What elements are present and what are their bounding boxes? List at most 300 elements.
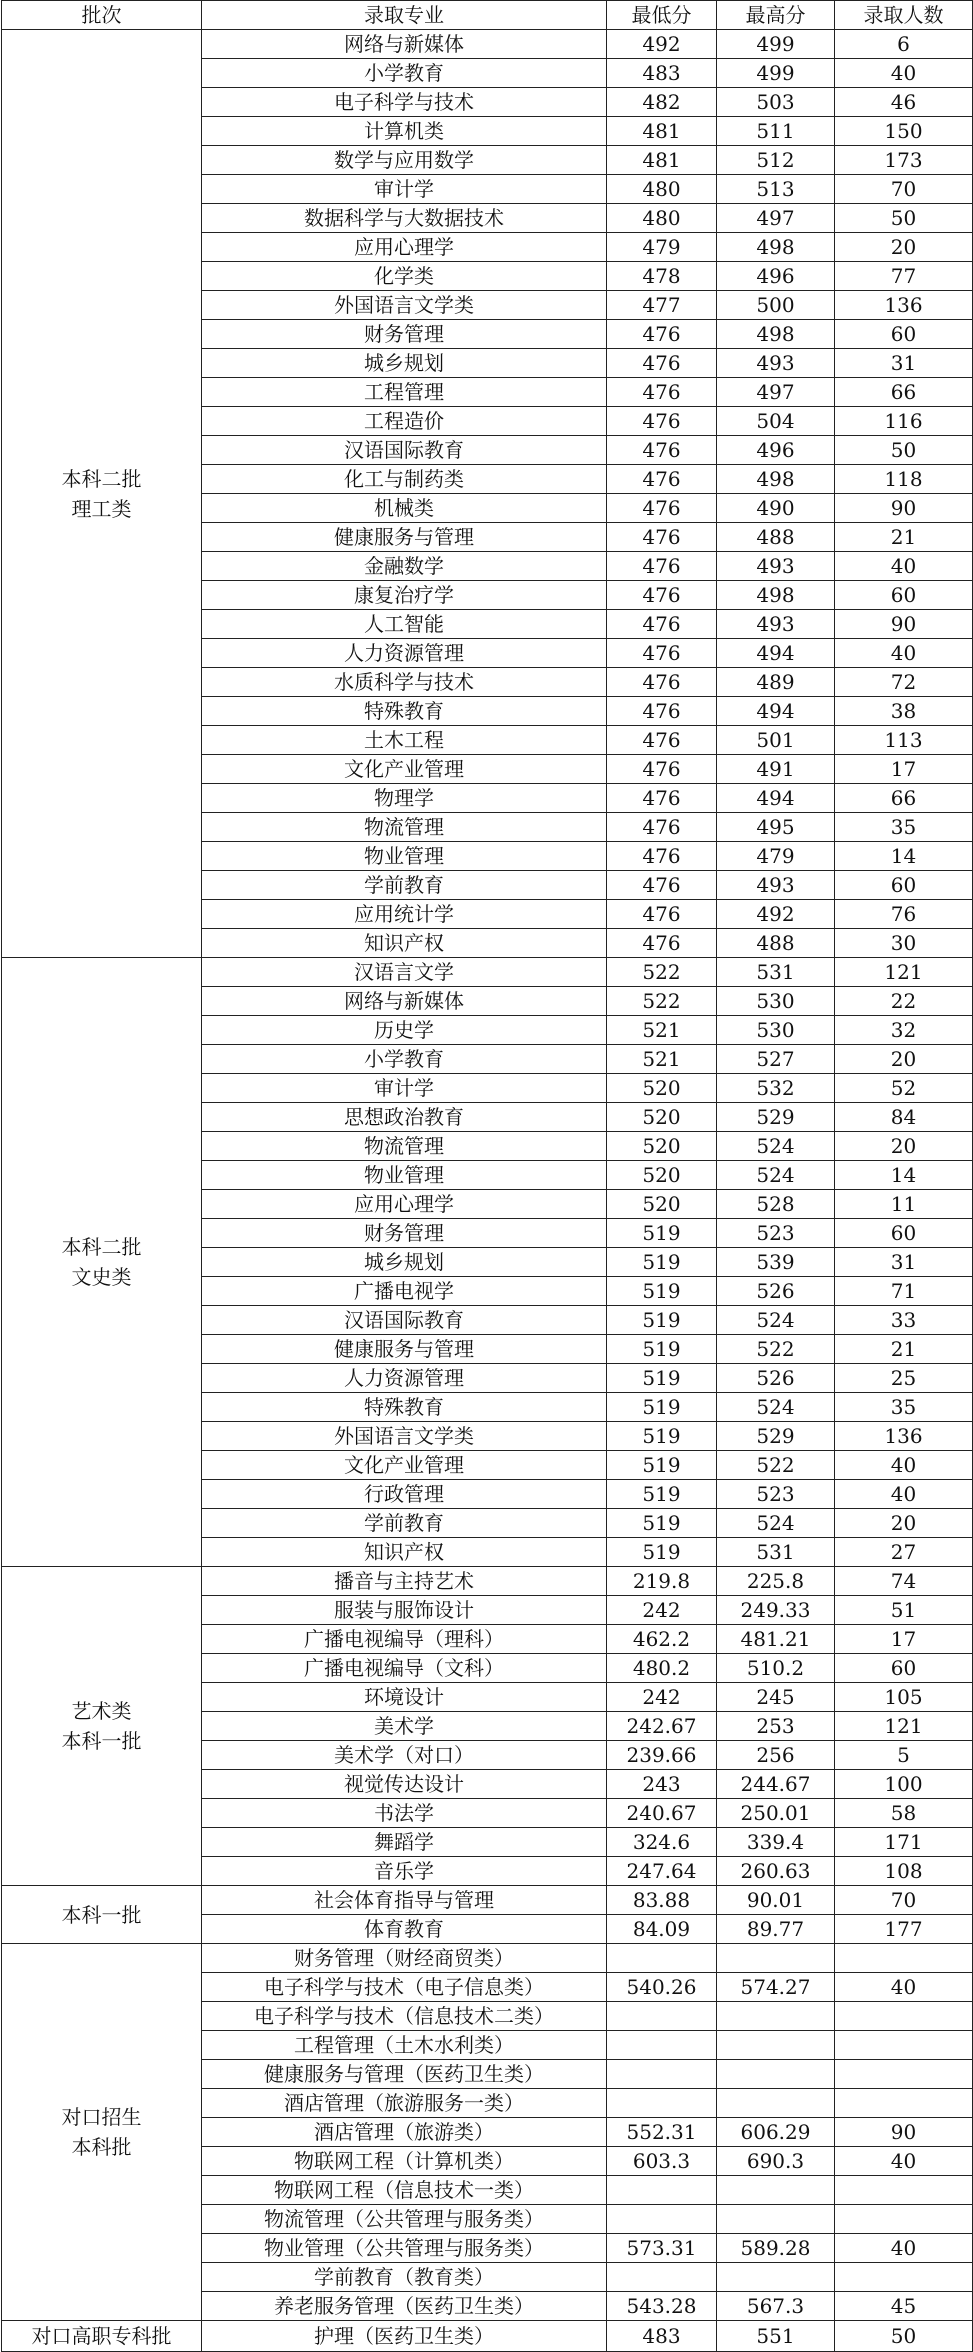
enrollment-cell: 22 [835, 987, 973, 1016]
enrollment-cell: 90 [835, 494, 973, 523]
min-score-cell: 492 [607, 30, 717, 59]
enrollment-cell [835, 2060, 973, 2089]
max-score-cell: 531 [717, 1538, 835, 1567]
enrollment-cell: 66 [835, 784, 973, 813]
enrollment-cell: 121 [835, 958, 973, 987]
enrollment-cell: 51 [835, 1596, 973, 1625]
enrollment-cell: 72 [835, 668, 973, 697]
major-cell: 学前教育 [202, 1509, 607, 1538]
enrollment-cell: 66 [835, 378, 973, 407]
max-score-cell: 493 [717, 871, 835, 900]
major-cell: 网络与新媒体 [202, 30, 607, 59]
min-score-cell: 481 [607, 117, 717, 146]
enrollment-cell: 25 [835, 1364, 973, 1393]
enrollment-cell [835, 2205, 973, 2234]
header-enrollment: 录取人数 [835, 1, 973, 30]
max-score-cell: 503 [717, 88, 835, 117]
max-score-cell: 253 [717, 1712, 835, 1741]
min-score-cell: 520 [607, 1132, 717, 1161]
min-score-cell [607, 2002, 717, 2031]
major-cell: 特殊教育 [202, 1393, 607, 1422]
min-score-cell: 476 [607, 726, 717, 755]
min-score-cell: 519 [607, 1335, 717, 1364]
enrollment-cell: 50 [835, 436, 973, 465]
min-score-cell: 519 [607, 1509, 717, 1538]
max-score-cell: 504 [717, 407, 835, 436]
major-cell: 工程管理（土木水利类） [202, 2031, 607, 2060]
enrollment-cell: 60 [835, 871, 973, 900]
min-score-cell: 476 [607, 639, 717, 668]
enrollment-cell: 33 [835, 1306, 973, 1335]
max-score-cell: 493 [717, 552, 835, 581]
enrollment-cell: 11 [835, 1190, 973, 1219]
min-score-cell [607, 2060, 717, 2089]
enrollment-cell: 121 [835, 1712, 973, 1741]
enrollment-cell [835, 2176, 973, 2205]
max-score-cell: 500 [717, 291, 835, 320]
enrollment-cell: 40 [835, 59, 973, 88]
enrollment-cell: 100 [835, 1770, 973, 1799]
enrollment-cell: 150 [835, 117, 973, 146]
major-cell: 思想政治教育 [202, 1103, 607, 1132]
max-score-cell: 488 [717, 523, 835, 552]
major-cell: 金融数学 [202, 552, 607, 581]
min-score-cell: 519 [607, 1277, 717, 1306]
min-score-cell: 519 [607, 1219, 717, 1248]
enrollment-cell: 40 [835, 1451, 973, 1480]
min-score-cell [607, 2031, 717, 2060]
min-score-cell: 519 [607, 1480, 717, 1509]
major-cell: 美术学（对口） [202, 1741, 607, 1770]
max-score-cell: 523 [717, 1480, 835, 1509]
min-score-cell: 522 [607, 987, 717, 1016]
min-score-cell: 462.2 [607, 1625, 717, 1654]
enrollment-cell: 58 [835, 1799, 973, 1828]
max-score-cell: 498 [717, 320, 835, 349]
enrollment-cell: 136 [835, 291, 973, 320]
major-cell: 数据科学与大数据技术 [202, 204, 607, 233]
enrollment-cell [835, 2002, 973, 2031]
max-score-cell: 491 [717, 755, 835, 784]
max-score-cell: 528 [717, 1190, 835, 1219]
major-cell: 化工与制药类 [202, 465, 607, 494]
table-row [2, 30, 973, 59]
max-score-cell: 513 [717, 175, 835, 204]
max-score-cell: 529 [717, 1103, 835, 1132]
max-score-cell: 260.63 [717, 1857, 835, 1886]
enrollment-cell: 71 [835, 1277, 973, 1306]
max-score-cell: 524 [717, 1393, 835, 1422]
major-cell: 外国语言文学类 [202, 1422, 607, 1451]
major-cell: 酒店管理（旅游类） [202, 2118, 607, 2147]
max-score-cell: 526 [717, 1364, 835, 1393]
batch-label: 文史类 [71, 1265, 132, 1289]
max-score-cell [717, 2263, 835, 2292]
enrollment-cell: 136 [835, 1422, 973, 1451]
major-cell: 服装与服饰设计 [202, 1596, 607, 1625]
batch-cell [2, 958, 202, 1567]
admission-scores-table [1, 0, 973, 2352]
major-cell: 环境设计 [202, 1683, 607, 1712]
major-cell: 特殊教育 [202, 697, 607, 726]
major-cell: 网络与新媒体 [202, 987, 607, 1016]
major-cell: 水质科学与技术 [202, 668, 607, 697]
min-score-cell: 476 [607, 813, 717, 842]
major-cell: 应用统计学 [202, 900, 607, 929]
enrollment-cell: 32 [835, 1016, 973, 1045]
min-score-cell: 522 [607, 958, 717, 987]
major-cell: 电子科学与技术 [202, 88, 607, 117]
header-max-score: 最高分 [717, 1, 835, 30]
max-score-cell: 498 [717, 233, 835, 262]
enrollment-cell: 173 [835, 146, 973, 175]
max-score-cell: 490 [717, 494, 835, 523]
batch-label: 本科批 [71, 2135, 132, 2159]
header-row [2, 1, 973, 30]
max-score-cell: 494 [717, 784, 835, 813]
major-cell: 广播电视编导（文科） [202, 1654, 607, 1683]
enrollment-cell: 90 [835, 2118, 973, 2147]
min-score-cell: 476 [607, 465, 717, 494]
max-score-cell [717, 2205, 835, 2234]
min-score-cell: 476 [607, 784, 717, 813]
major-cell: 美术学 [202, 1712, 607, 1741]
min-score-cell: 519 [607, 1422, 717, 1451]
major-cell: 财务管理（财经商贸类） [202, 1944, 607, 1973]
enrollment-cell: 113 [835, 726, 973, 755]
enrollment-cell: 40 [835, 2147, 973, 2176]
batch-label: 理工类 [71, 496, 132, 521]
min-score-cell: 552.31 [607, 2118, 717, 2147]
min-score-cell: 476 [607, 697, 717, 726]
min-score-cell: 519 [607, 1364, 717, 1393]
max-score-cell: 339.4 [717, 1828, 835, 1857]
major-cell: 汉语言文学 [202, 958, 607, 987]
max-score-cell: 494 [717, 639, 835, 668]
major-cell: 酒店管理（旅游服务一类） [202, 2089, 607, 2118]
max-score-cell: 493 [717, 349, 835, 378]
max-score-cell: 529 [717, 1422, 835, 1451]
major-cell: 康复治疗学 [202, 581, 607, 610]
major-cell: 汉语国际教育 [202, 436, 607, 465]
enrollment-cell: 60 [835, 581, 973, 610]
min-score-cell: 519 [607, 1451, 717, 1480]
enrollment-cell: 17 [835, 1625, 973, 1654]
min-score-cell: 476 [607, 378, 717, 407]
max-score-cell: 496 [717, 262, 835, 291]
max-score-cell: 499 [717, 59, 835, 88]
enrollment-cell: 50 [835, 2321, 973, 2352]
major-cell: 音乐学 [202, 1857, 607, 1886]
major-cell: 知识产权 [202, 1538, 607, 1567]
enrollment-cell [835, 2089, 973, 2118]
max-score-cell: 532 [717, 1074, 835, 1103]
batch-label: 本科二批 [61, 466, 142, 491]
min-score-cell: 476 [607, 552, 717, 581]
batch-cell [2, 1944, 202, 2321]
enrollment-cell: 171 [835, 1828, 973, 1857]
min-score-cell: 476 [607, 900, 717, 929]
enrollment-cell: 77 [835, 262, 973, 291]
enrollment-cell [835, 1944, 973, 1973]
enrollment-cell: 20 [835, 1509, 973, 1538]
enrollment-cell: 70 [835, 1886, 973, 1915]
major-cell: 土木工程 [202, 726, 607, 755]
max-score-cell: 589.28 [717, 2234, 835, 2263]
major-cell: 人力资源管理 [202, 1364, 607, 1393]
major-cell: 物业管理 [202, 1161, 607, 1190]
enrollment-cell: 74 [835, 1567, 973, 1596]
min-score-cell: 482 [607, 88, 717, 117]
enrollment-cell: 116 [835, 407, 973, 436]
header-major: 录取专业 [202, 1, 607, 30]
max-score-cell: 523 [717, 1219, 835, 1248]
major-cell: 护理（医药卫生类） [202, 2321, 607, 2352]
major-cell: 物流管理（公共管理与服务类） [202, 2205, 607, 2234]
max-score-cell: 244.67 [717, 1770, 835, 1799]
min-score-cell: 477 [607, 291, 717, 320]
min-score-cell: 324.6 [607, 1828, 717, 1857]
enrollment-cell: 60 [835, 1654, 973, 1683]
max-score-cell [717, 2002, 835, 2031]
max-score-cell: 567.3 [717, 2292, 835, 2321]
enrollment-cell: 60 [835, 320, 973, 349]
enrollment-cell: 40 [835, 639, 973, 668]
enrollment-cell: 21 [835, 1335, 973, 1364]
max-score-cell: 606.29 [717, 2118, 835, 2147]
major-cell: 历史学 [202, 1016, 607, 1045]
max-score-cell: 250.01 [717, 1799, 835, 1828]
min-score-cell [607, 2205, 717, 2234]
batch-label: 对口高职专科批 [31, 2324, 172, 2348]
major-cell: 工程造价 [202, 407, 607, 436]
major-cell: 知识产权 [202, 929, 607, 958]
min-score-cell: 540.26 [607, 1973, 717, 2002]
max-score-cell: 498 [717, 581, 835, 610]
enrollment-cell: 27 [835, 1538, 973, 1567]
min-score-cell: 519 [607, 1248, 717, 1277]
enrollment-cell: 38 [835, 697, 973, 726]
major-cell: 应用心理学 [202, 233, 607, 262]
min-score-cell: 519 [607, 1538, 717, 1567]
min-score-cell: 219.8 [607, 1567, 717, 1596]
enrollment-cell: 31 [835, 1248, 973, 1277]
max-score-cell: 498 [717, 465, 835, 494]
max-score-cell: 495 [717, 813, 835, 842]
header-min-score: 最低分 [607, 1, 717, 30]
max-score-cell: 526 [717, 1277, 835, 1306]
batch-cell [2, 30, 202, 958]
min-score-cell: 479 [607, 233, 717, 262]
enrollment-cell: 108 [835, 1857, 973, 1886]
max-score-cell: 499 [717, 30, 835, 59]
max-score-cell: 512 [717, 146, 835, 175]
major-cell: 学前教育（教育类） [202, 2263, 607, 2292]
enrollment-cell: 60 [835, 1219, 973, 1248]
enrollment-cell: 5 [835, 1741, 973, 1770]
min-score-cell: 242 [607, 1683, 717, 1712]
major-cell: 健康服务与管理 [202, 523, 607, 552]
max-score-cell: 494 [717, 697, 835, 726]
enrollment-cell: 90 [835, 610, 973, 639]
enrollment-cell: 40 [835, 552, 973, 581]
enrollment-cell: 105 [835, 1683, 973, 1712]
enrollment-cell: 14 [835, 842, 973, 871]
major-cell: 财务管理 [202, 1219, 607, 1248]
max-score-cell: 530 [717, 987, 835, 1016]
batch-label: 本科二批 [61, 1235, 142, 1259]
enrollment-cell: 84 [835, 1103, 973, 1132]
enrollment-cell: 20 [835, 1132, 973, 1161]
major-cell: 电子科学与技术（信息技术二类） [202, 2002, 607, 2031]
enrollment-cell: 50 [835, 204, 973, 233]
min-score-cell: 476 [607, 581, 717, 610]
major-cell: 养老服务管理（医药卫生类） [202, 2292, 607, 2321]
major-cell: 电子科学与技术（电子信息类） [202, 1973, 607, 2002]
max-score-cell: 481.21 [717, 1625, 835, 1654]
enrollment-cell: 45 [835, 2292, 973, 2321]
major-cell: 物联网工程（计算机类） [202, 2147, 607, 2176]
min-score-cell: 480 [607, 175, 717, 204]
table-row [2, 2321, 973, 2352]
major-cell: 数学与应用数学 [202, 146, 607, 175]
major-cell: 体育教育 [202, 1915, 607, 1944]
major-cell: 应用心理学 [202, 1190, 607, 1219]
major-cell: 广播电视学 [202, 1277, 607, 1306]
max-score-cell: 501 [717, 726, 835, 755]
major-cell: 城乡规划 [202, 349, 607, 378]
min-score-cell: 476 [607, 494, 717, 523]
major-cell: 机械类 [202, 494, 607, 523]
enrollment-cell: 52 [835, 1074, 973, 1103]
max-score-cell: 522 [717, 1335, 835, 1364]
max-score-cell: 497 [717, 204, 835, 233]
min-score-cell: 476 [607, 755, 717, 784]
min-score-cell: 480.2 [607, 1654, 717, 1683]
min-score-cell: 519 [607, 1306, 717, 1335]
max-score-cell: 690.3 [717, 2147, 835, 2176]
max-score-cell: 492 [717, 900, 835, 929]
major-cell: 物联网工程（信息技术一类） [202, 2176, 607, 2205]
min-score-cell: 520 [607, 1190, 717, 1219]
max-score-cell: 90.01 [717, 1886, 835, 1915]
max-score-cell [717, 2089, 835, 2118]
enrollment-cell [835, 2031, 973, 2060]
min-score-cell: 476 [607, 929, 717, 958]
major-cell: 文化产业管理 [202, 755, 607, 784]
max-score-cell: 256 [717, 1741, 835, 1770]
min-score-cell: 243 [607, 1770, 717, 1799]
major-cell: 视觉传达设计 [202, 1770, 607, 1799]
batch-label: 对口招生 [61, 2105, 142, 2129]
major-cell: 汉语国际教育 [202, 1306, 607, 1335]
max-score-cell: 574.27 [717, 1973, 835, 2002]
major-cell: 文化产业管理 [202, 1451, 607, 1480]
max-score-cell: 249.33 [717, 1596, 835, 1625]
batch-cell [2, 2321, 202, 2352]
min-score-cell: 476 [607, 436, 717, 465]
min-score-cell: 521 [607, 1016, 717, 1045]
min-score-cell: 242 [607, 1596, 717, 1625]
min-score-cell: 247.64 [607, 1857, 717, 1886]
batch-label: 艺术类 [71, 1699, 132, 1723]
min-score-cell: 476 [607, 407, 717, 436]
max-score-cell: 530 [717, 1016, 835, 1045]
enrollment-cell: 20 [835, 233, 973, 262]
enrollment-cell: 31 [835, 349, 973, 378]
max-score-cell: 539 [717, 1248, 835, 1277]
max-score-cell: 524 [717, 1306, 835, 1335]
enrollment-cell: 177 [835, 1915, 973, 1944]
enrollment-cell: 76 [835, 900, 973, 929]
min-score-cell: 476 [607, 871, 717, 900]
max-score-cell: 496 [717, 436, 835, 465]
header-batch: 批次 [2, 1, 202, 30]
major-cell: 工程管理 [202, 378, 607, 407]
major-cell: 播音与主持艺术 [202, 1567, 607, 1596]
max-score-cell: 245 [717, 1683, 835, 1712]
enrollment-cell: 118 [835, 465, 973, 494]
min-score-cell: 239.66 [607, 1741, 717, 1770]
table-row [2, 1886, 973, 1915]
max-score-cell [717, 2060, 835, 2089]
min-score-cell: 480 [607, 204, 717, 233]
min-score-cell [607, 2176, 717, 2205]
min-score-cell: 521 [607, 1045, 717, 1074]
table-row [2, 1567, 973, 1596]
major-cell: 审计学 [202, 175, 607, 204]
major-cell: 物流管理 [202, 1132, 607, 1161]
min-score-cell: 84.09 [607, 1915, 717, 1944]
min-score-cell: 481 [607, 146, 717, 175]
min-score-cell [607, 1944, 717, 1973]
enrollment-cell: 17 [835, 755, 973, 784]
major-cell: 财务管理 [202, 320, 607, 349]
max-score-cell: 524 [717, 1132, 835, 1161]
major-cell: 外国语言文学类 [202, 291, 607, 320]
min-score-cell: 483 [607, 2321, 717, 2352]
min-score-cell: 573.31 [607, 2234, 717, 2263]
max-score-cell [717, 2176, 835, 2205]
max-score-cell: 551 [717, 2321, 835, 2352]
major-cell: 计算机类 [202, 117, 607, 146]
batch-cell [2, 1567, 202, 1886]
max-score-cell: 479 [717, 842, 835, 871]
major-cell: 健康服务与管理 [202, 1335, 607, 1364]
major-cell: 审计学 [202, 1074, 607, 1103]
enrollment-cell: 46 [835, 88, 973, 117]
major-cell: 社会体育指导与管理 [202, 1886, 607, 1915]
max-score-cell: 225.8 [717, 1567, 835, 1596]
table-row [2, 958, 973, 987]
enrollment-cell: 21 [835, 523, 973, 552]
major-cell: 人工智能 [202, 610, 607, 639]
min-score-cell: 543.28 [607, 2292, 717, 2321]
min-score-cell: 478 [607, 262, 717, 291]
min-score-cell: 520 [607, 1074, 717, 1103]
min-score-cell: 520 [607, 1103, 717, 1132]
enrollment-cell: 20 [835, 1045, 973, 1074]
max-score-cell: 89.77 [717, 1915, 835, 1944]
major-cell: 小学教育 [202, 1045, 607, 1074]
min-score-cell: 483 [607, 59, 717, 88]
min-score-cell: 519 [607, 1393, 717, 1422]
major-cell: 物业管理（公共管理与服务类） [202, 2234, 607, 2263]
enrollment-cell: 70 [835, 175, 973, 204]
min-score-cell: 476 [607, 842, 717, 871]
major-cell: 物业管理 [202, 842, 607, 871]
min-score-cell: 520 [607, 1161, 717, 1190]
